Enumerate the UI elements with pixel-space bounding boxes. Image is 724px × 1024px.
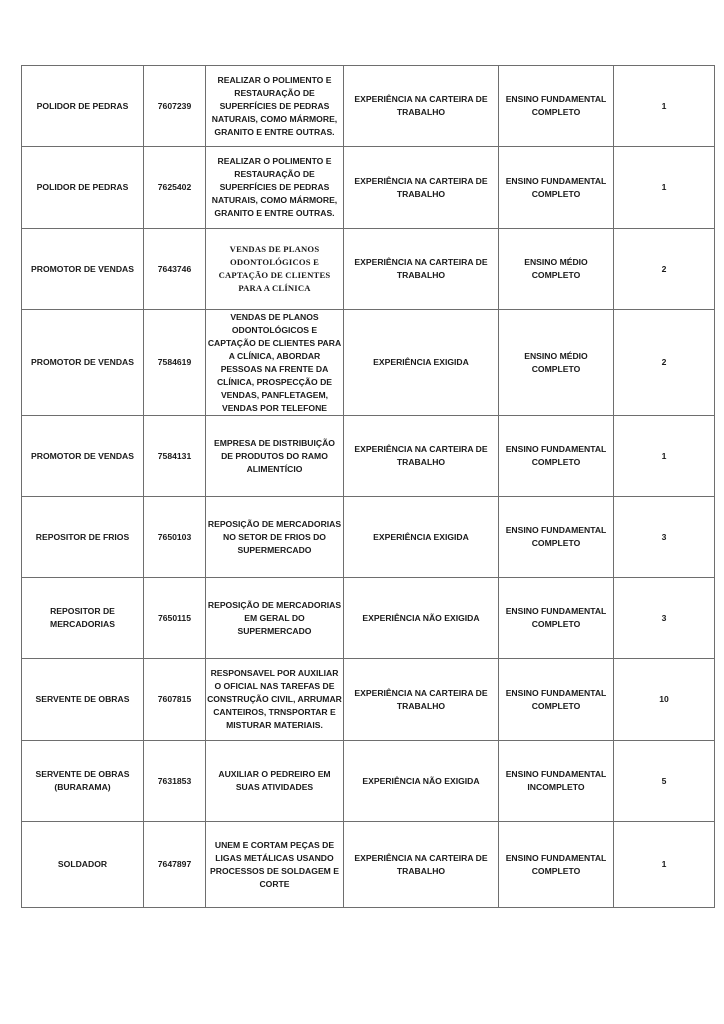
education-cell: ENSINO FUNDAMENTAL INCOMPLETO: [499, 741, 614, 822]
job-code-cell: 7584131: [144, 416, 206, 497]
job-title-cell: SERVENTE DE OBRAS: [22, 659, 144, 741]
job-code-cell: 7647897: [144, 822, 206, 908]
job-description-cell: AUXILIAR O PEDREIRO EM SUAS ATIVIDADES: [206, 741, 344, 822]
experience-cell: EXPERIÊNCIA NA CARTEIRA DE TRABALHO: [344, 416, 499, 497]
table-row: [22, 578, 715, 659]
job-vacancies-table: [21, 65, 715, 908]
table-row: [22, 659, 715, 741]
table-row: [22, 229, 715, 310]
job-title-cell: REPOSITOR DE FRIOS: [22, 497, 144, 578]
job-description-cell: VENDAS DE PLANOS ODONTOLÓGICOS E CAPTAÇÃO DE CLIENTES PARA A CLÍNICA, ABORDAR PESSOAS NA FRENTE DA CLÍNICA, PROSPECÇÃO DE VENDAS, PANFLETAGEM, VENDAS POR TELEFONE: [206, 310, 344, 416]
job-code-cell: 7643746: [144, 229, 206, 310]
education-cell: ENSINO FUNDAMENTAL COMPLETO: [499, 659, 614, 741]
quantity-cell: 5: [614, 741, 715, 822]
table-row: [22, 147, 715, 229]
education-cell: ENSINO FUNDAMENTAL COMPLETO: [499, 822, 614, 908]
quantity-cell: 3: [614, 497, 715, 578]
quantity-cell: 1: [614, 416, 715, 497]
experience-cell: EXPERIÊNCIA NÃO EXIGIDA: [344, 578, 499, 659]
job-title-cell: POLIDOR DE PEDRAS: [22, 66, 144, 147]
job-title-cell: SERVENTE DE OBRAS (BURARAMA): [22, 741, 144, 822]
table-row: [22, 822, 715, 908]
job-description-cell: UNEM E CORTAM PEÇAS DE LIGAS METÁLICAS USANDO PROCESSOS DE SOLDAGEM E CORTE: [206, 822, 344, 908]
job-code-cell: 7625402: [144, 147, 206, 229]
job-title-cell: PROMOTOR DE VENDAS: [22, 310, 144, 416]
experience-cell: EXPERIÊNCIA EXIGIDA: [344, 310, 499, 416]
experience-cell: EXPERIÊNCIA NÃO EXIGIDA: [344, 741, 499, 822]
job-description-cell: VENDAS DE PLANOS ODONTOLÓGICOS E CAPTAÇÃO DE CLIENTES PARA A CLÍNICA: [206, 229, 344, 310]
quantity-cell: 3: [614, 578, 715, 659]
job-description-cell: REPOSIÇÃO DE MERCADORIAS NO SETOR DE FRIOS DO SUPERMERCADO: [206, 497, 344, 578]
education-cell: ENSINO FUNDAMENTAL COMPLETO: [499, 416, 614, 497]
quantity-cell: 1: [614, 822, 715, 908]
job-title-cell: SOLDADOR: [22, 822, 144, 908]
education-cell: ENSINO FUNDAMENTAL COMPLETO: [499, 497, 614, 578]
table-row: [22, 416, 715, 497]
job-description-cell: EMPRESA DE DISTRIBUIÇÃO DE PRODUTOS DO RAMO ALIMENTÍCIO: [206, 416, 344, 497]
experience-cell: EXPERIÊNCIA EXIGIDA: [344, 497, 499, 578]
job-title-cell: PROMOTOR DE VENDAS: [22, 229, 144, 310]
experience-cell: EXPERIÊNCIA NA CARTEIRA DE TRABALHO: [344, 659, 499, 741]
experience-cell: EXPERIÊNCIA NA CARTEIRA DE TRABALHO: [344, 66, 499, 147]
quantity-cell: 10: [614, 659, 715, 741]
job-code-cell: 7631853: [144, 741, 206, 822]
job-description-cell: REPOSIÇÃO DE MERCADORIAS EM GERAL DO SUPERMERCADO: [206, 578, 344, 659]
quantity-cell: 2: [614, 229, 715, 310]
experience-cell: EXPERIÊNCIA NA CARTEIRA DE TRABALHO: [344, 147, 499, 229]
job-code-cell: 7584619: [144, 310, 206, 416]
education-cell: ENSINO MÉDIO COMPLETO: [499, 310, 614, 416]
quantity-cell: 1: [614, 147, 715, 229]
table-row: [22, 310, 715, 416]
education-cell: ENSINO FUNDAMENTAL COMPLETO: [499, 66, 614, 147]
table-row: [22, 497, 715, 578]
table-row: [22, 66, 715, 147]
job-title-cell: REPOSITOR DE MERCADORIAS: [22, 578, 144, 659]
quantity-cell: 1: [614, 66, 715, 147]
education-cell: ENSINO MÉDIO COMPLETO: [499, 229, 614, 310]
job-description-cell: RESPONSAVEL POR AUXILIAR O OFICIAL NAS TAREFAS DE CONSTRUÇÃO CIVIL, ARRUMAR CANTEIROS, TRNSPORTAR E MISTURAR MATERIAIS.: [206, 659, 344, 741]
education-cell: ENSINO FUNDAMENTAL COMPLETO: [499, 147, 614, 229]
job-code-cell: 7607239: [144, 66, 206, 147]
job-description-cell: REALIZAR O POLIMENTO E RESTAURAÇÃO DE SUPERFÍCIES DE PEDRAS NATURAIS, COMO MÁRMORE, GRANITO E ENTRE OUTRAS.: [206, 147, 344, 229]
quantity-cell: 2: [614, 310, 715, 416]
experience-cell: EXPERIÊNCIA NA CARTEIRA DE TRABALHO: [344, 822, 499, 908]
job-description-cell: REALIZAR O POLIMENTO E RESTAURAÇÃO DE SUPERFÍCIES DE PEDRAS NATURAIS, COMO MÁRMORE, GRANITO E ENTRE OUTRAS.: [206, 66, 344, 147]
job-code-cell: 7650103: [144, 497, 206, 578]
job-code-cell: 7607815: [144, 659, 206, 741]
job-title-cell: POLIDOR DE PEDRAS: [22, 147, 144, 229]
job-title-cell: PROMOTOR DE VENDAS: [22, 416, 144, 497]
job-code-cell: 7650115: [144, 578, 206, 659]
experience-cell: EXPERIÊNCIA NA CARTEIRA DE TRABALHO: [344, 229, 499, 310]
table-row: [22, 741, 715, 822]
education-cell: ENSINO FUNDAMENTAL COMPLETO: [499, 578, 614, 659]
